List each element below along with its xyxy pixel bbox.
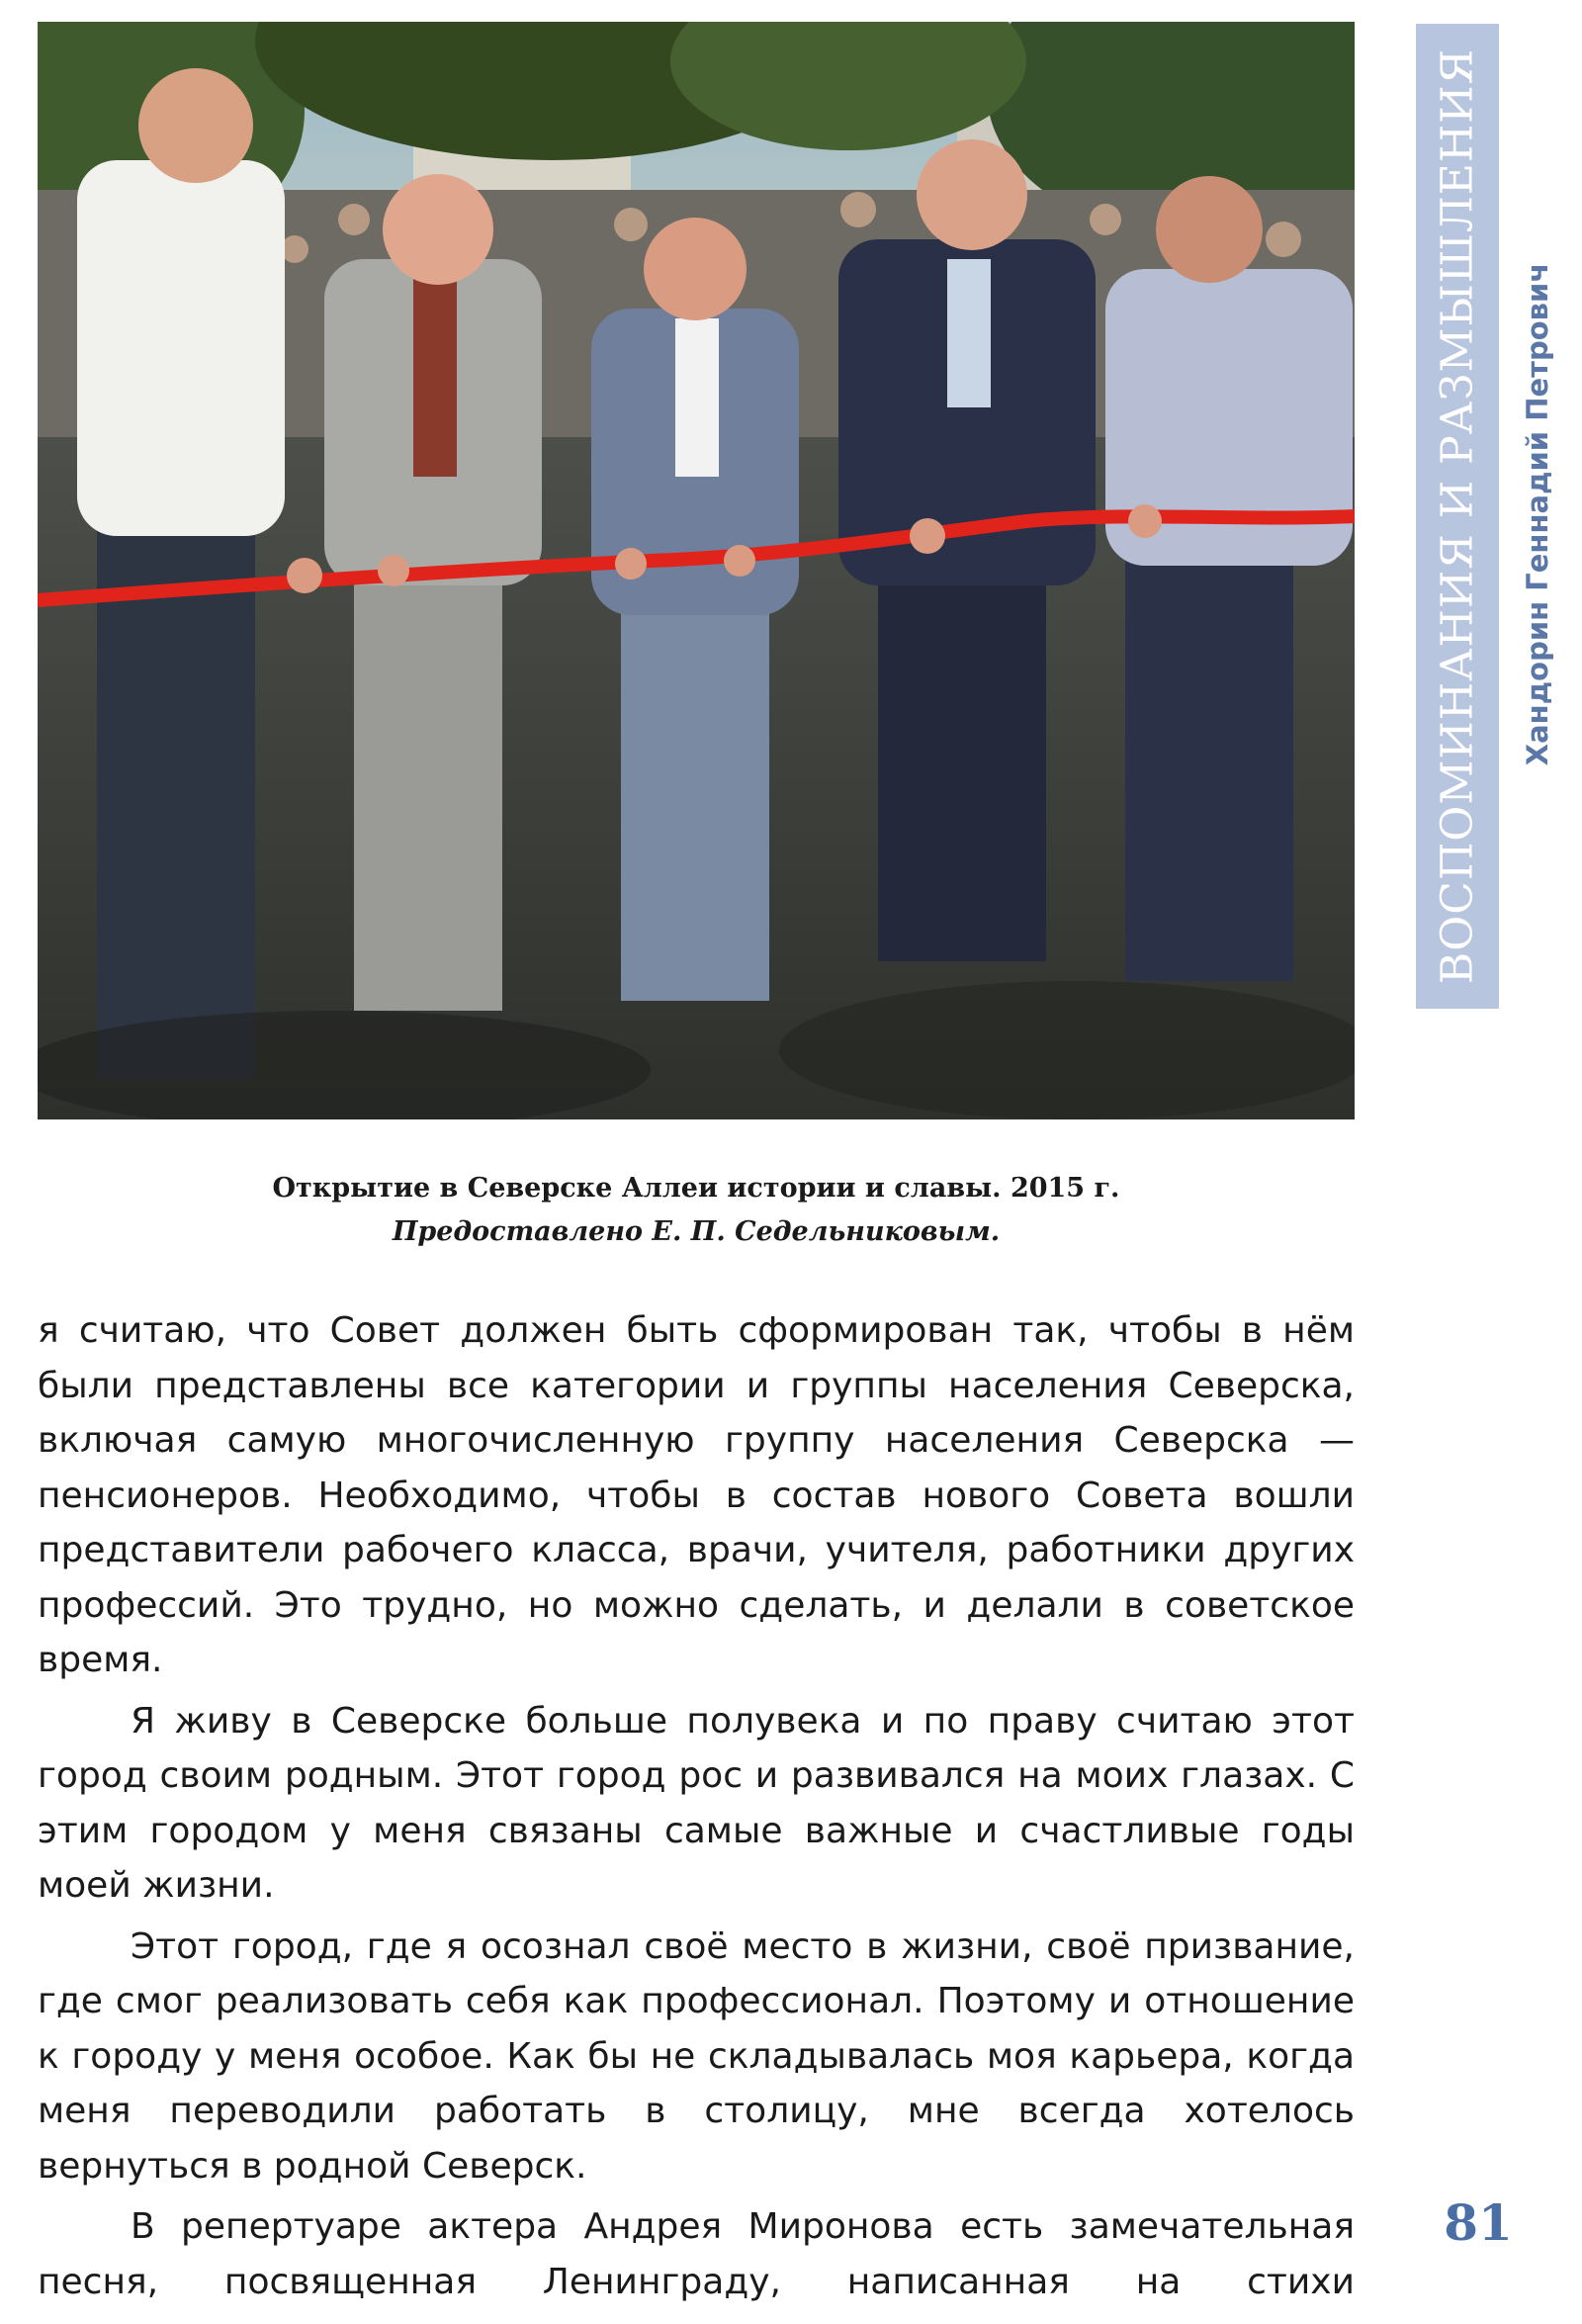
body-text — [38, 1303, 1355, 2310]
section-title: ВОСПОМИНАНИЯ И РАЗМЫШЛЕНИЯ — [1432, 47, 1483, 985]
photo-caption — [38, 1167, 1355, 1254]
photo-illustration — [38, 22, 1355, 1119]
author-name: Хандорин Геннадий Петрович — [1521, 262, 1554, 766]
paragraph: я считаю, что Совет должен быть сформирован так, чтобы в нём были представлены все категории и группы населения Северска, включая самую многочисленную группу населения Северска — пенсионеров. Необходимо, чтобы в состав нового Совета вошли представители рабочего класса, врачи, учителя, работники других профессий. Это трудно, но можно сделать, и делали в советское время. — [38, 1310, 1355, 1680]
paragraph: Я живу в Северске больше полувека и по праву считаю этот город своим родным. Этот город рос и развивался на моих глазах. С этим городом у меня связаны самые важные и счастливые годы моей жизни. — [38, 1700, 1355, 1906]
author-header — [1513, 227, 1562, 801]
section-tab — [1416, 24, 1499, 1009]
ribbon-cutting-photo — [38, 22, 1355, 1119]
paragraph: Этот город, где я осознал своё место в жизни, своё призвание, где смог реализовать себя как профессионал. Поэтому и отношение к городу у меня особое. Как бы не складывалась моя карьера, когда меня переводили работать в столицу, мне всегда хотелось вернуться в родной Северск. — [38, 1925, 1355, 2187]
page-number: 81 — [1444, 2193, 1513, 2252]
caption-title: Открытие в Северске Аллеи истории и славы. 2015 г. — [272, 1173, 1120, 1204]
caption-credit: Предоставлено Е. П. Седельниковым. — [392, 1216, 1001, 1247]
paragraph: В репертуаре актера Андрея Миронова есть замечательная песня, посвященная Ленинграду, написанная на стихи — [38, 2206, 1355, 2302]
